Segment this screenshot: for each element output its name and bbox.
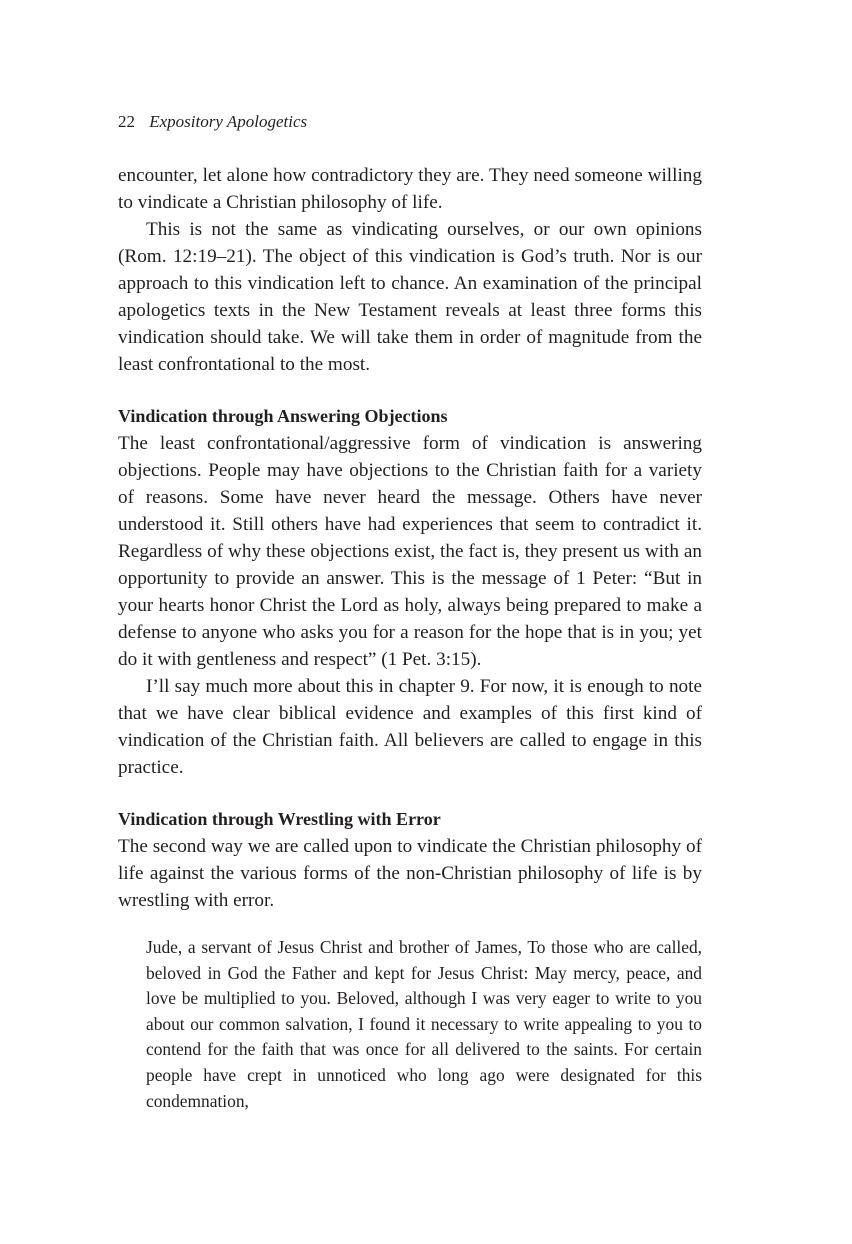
paragraph-continued: encounter, let alone how contradictory they are. They need someone willing to vindicate a Christian philosophy of life. — [118, 165, 702, 213]
paragraph-chapter-9-note: I’ll say much more about this in chapter 9. For now, it is enough to note that we have clear biblical evidence and examples of this first kind of vindication of the Christian faith. All believers are called to engage in this practice. — [118, 676, 702, 778]
book-title: Expository Apologetics — [149, 112, 308, 131]
page-number: 22 — [118, 112, 135, 131]
book-page — [118, 110, 702, 1114]
section-heading-answering-objections: Vindication through Answering Objections — [118, 406, 448, 426]
block-quote-jude: Jude, a servant of Jesus Christ and brother of James, To those who are called, beloved in God the Father and kept for Jesus Christ: May mercy, peace, and love be multiplied to you. Beloved, although I was very eager to write to you about our common salvation, I found it necessary to write appealing to you to contend for the faith that was once for all delivered to the saints. For certain people have crept in unnoticed who long ago were designated for this condemnation, — [146, 937, 702, 1111]
paragraph-wrestling-with-error: The second way we are called upon to vindicate the Christian philosophy of life against the various forms of the non-Christian philosophy of life is by wrestling with error. — [118, 836, 702, 911]
running-head — [118, 110, 702, 134]
section-heading-wrestling-with-error: Vindication through Wrestling with Error — [118, 809, 441, 829]
paragraph-answering-objections: The least confrontational/aggressive form of vindication is answering objections. People may have objections to the Christian faith for a variety of reasons. Some have never heard the message. Others have never understood it. Still others have had experiences that seem to contradict it. Regardless of why these objections exist, the fact is, they present us with an opportunity to provide an answer. This is the message of 1 Peter: “But in your hearts honor Christ the Lord as holy, always being prepared to make a defense to anyone who asks you for a reason for the hope that is in you; yet do it with gentleness and respect” (1 Pet. 3:15). — [118, 433, 702, 670]
paragraph-vindication-intro: This is not the same as vindicating ourselves, or our own opinions (Rom. 12:19–21). The object of this vindication is God’s truth. Nor is our approach to this vindication left to chance. An examination of the principal apologetics texts in the New Testament reveals at least three forms this vindication should take. We will take them in order of magnitude from the least confrontational to the most. — [118, 219, 702, 375]
